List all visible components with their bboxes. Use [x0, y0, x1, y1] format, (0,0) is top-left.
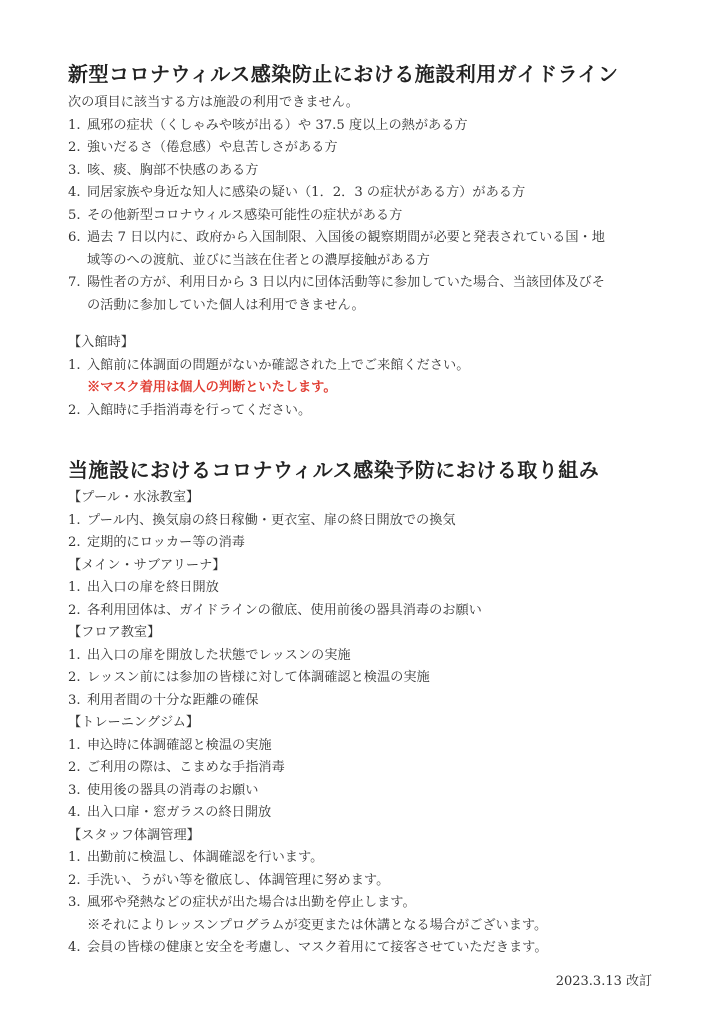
- item-text: 各利用団体は、ガイドラインの徹底、使用前後の器具消毒のお願い: [87, 602, 482, 618]
- section-title-staff: 【スタッフ体調管理】: [68, 827, 200, 843]
- item-text-line: 域等のへの渡航、並びに当該在住者との濃厚接触がある方: [87, 252, 430, 268]
- item-text: プール内、換気扇の終日稼働・更衣室、扉の終日開放での換気: [87, 512, 456, 528]
- item-number: 1.: [68, 850, 81, 865]
- item-number: 3.: [68, 162, 81, 178]
- item-text: 定期的にロッカー等の消毒: [87, 535, 245, 550]
- list-item: [68, 137, 668, 160]
- item-text: 利用者間の十分な距離の確保: [87, 692, 259, 708]
- item-number: 2.: [68, 535, 81, 550]
- list-item: [68, 780, 668, 803]
- list-item: [68, 182, 668, 205]
- item-number: 1.: [68, 512, 81, 528]
- list-item: [68, 802, 668, 825]
- list-item: [68, 667, 668, 690]
- item-text: 出入口扉・窓ガラスの終日開放: [87, 805, 272, 820]
- item-text: 手洗い、うがい等を徹底し、体調管理に努めます。: [87, 872, 390, 888]
- section-title-gym: 【トレーニングジム】: [68, 715, 200, 730]
- list-item: [68, 115, 668, 138]
- item-text: 風邪の症状（くしゃみや咳が出る）や 37.5 度以上の熱がある方: [87, 117, 468, 133]
- list-item: [68, 160, 668, 183]
- list-item: [68, 400, 668, 423]
- list-item: [68, 227, 668, 272]
- item-number: 3.: [68, 782, 81, 798]
- item-number: 1.: [68, 647, 81, 663]
- list-item: [68, 205, 668, 228]
- item-text: レッスン前には参加の皆様に対して体調確認と検温の実施: [87, 670, 430, 685]
- section-heading-measures: 当施設におけるコロナウィルス感染予防における取り組み: [68, 458, 600, 482]
- item-number: 5.: [68, 207, 81, 223]
- item-number: 2.: [68, 602, 81, 618]
- item-text: 使用後の器具の消毒のお願い: [87, 782, 259, 798]
- list-item: [68, 735, 668, 758]
- item-number: 1.: [68, 357, 81, 373]
- item-text: 会員の皆様の健康と安全を考慮し、マスク着用にて接客させていただきます。: [87, 940, 548, 955]
- section-title-arena: 【メイン・サブアリーナ】: [68, 557, 226, 573]
- mask-note: ※マスク着用は個人の判断といたします。: [87, 380, 337, 395]
- list-item: [68, 690, 668, 713]
- item-text: 申込時に体調確認と検温の実施: [87, 737, 272, 753]
- item-text: 入館時に手指消毒を行ってください。: [87, 402, 312, 418]
- list-item: [68, 272, 668, 317]
- list-item: [68, 937, 668, 960]
- list-item: [68, 892, 668, 915]
- item-text: 咳、痰、胸部不快感のある方: [87, 162, 259, 178]
- item-text: [87, 227, 668, 272]
- item-number: 2.: [68, 872, 81, 888]
- list-item: [68, 870, 668, 893]
- item-text: 出勤前に検温し、体調確認を行います。: [87, 850, 324, 865]
- item-number: 3.: [68, 692, 81, 708]
- item-text: その他新型コロナウィルス感染可能性の症状がある方: [87, 207, 403, 223]
- item-number: 2.: [68, 402, 81, 418]
- item-number: 2.: [68, 760, 81, 775]
- item-text: 入館前に体調面の問題がないか確認された上でご来館ください。: [87, 357, 470, 373]
- item-number: 2.: [68, 670, 81, 685]
- list-item: [68, 645, 668, 668]
- list-item: [68, 532, 668, 555]
- list-item: [68, 355, 668, 378]
- item-text: [87, 272, 668, 317]
- revision-date: 2023.3.13 改訂: [555, 974, 652, 989]
- staff-note: ※それによりレッスンプログラムが変更または休講となる場合がございます。: [87, 917, 548, 933]
- list-item: [68, 600, 668, 623]
- item-text-line: 陽性者の方が、利用日から 3 日以内に団体活動等に参加していた場合、当該団体及びそ: [87, 275, 605, 290]
- item-number: 1.: [68, 737, 81, 753]
- item-number: 4.: [68, 940, 81, 955]
- item-number: 2.: [68, 140, 81, 155]
- item-number: 1.: [68, 117, 81, 133]
- item-text: 強いだるさ（倦怠感）や息苦しさがある方: [87, 140, 338, 155]
- entry-block: [68, 332, 668, 422]
- measures-block: [68, 487, 668, 960]
- section-title-floor: 【フロア教室】: [68, 625, 161, 640]
- item-number: 7.: [68, 275, 81, 290]
- item-text: 出入口の扉を終日開放: [87, 580, 219, 595]
- list-item: [68, 757, 668, 780]
- list-item: [68, 510, 668, 533]
- restrictions-block: [68, 92, 668, 317]
- intro-text: 次の項目に該当する方は施設の利用できません。: [68, 95, 359, 110]
- item-text: ご利用の際は、こまめな手指消毒: [87, 760, 285, 775]
- page-title-guidelines: 新型コロナウィルス感染防止における施設利用ガイドライン: [68, 62, 619, 86]
- item-text: 出入口の扉を開放した状態でレッスンの実施: [87, 647, 351, 663]
- item-text: 同居家族や身近な知人に感染の疑い（1．2．3 の症状がある方）がある方: [87, 185, 526, 200]
- item-number: 4.: [68, 805, 81, 820]
- list-item: [68, 847, 668, 870]
- section-title-pool: 【プール・水泳教室】: [68, 490, 200, 505]
- item-number: 4.: [68, 185, 81, 200]
- item-number: 1.: [68, 580, 81, 595]
- item-text-line: の活動に参加していた個人は利用できません。: [87, 297, 365, 313]
- item-text: 風邪や発熱などの症状が出た場合は出勤を停止します。: [87, 895, 416, 910]
- item-number: 3.: [68, 895, 81, 910]
- item-text-line: 過去 7 日以内に、政府から入国制限、入国後の観察期間が必要と発表されている国・地: [87, 230, 605, 245]
- item-number: 6.: [68, 230, 81, 245]
- list-item: [68, 577, 668, 600]
- entry-section-title: 【入館時】: [68, 335, 134, 350]
